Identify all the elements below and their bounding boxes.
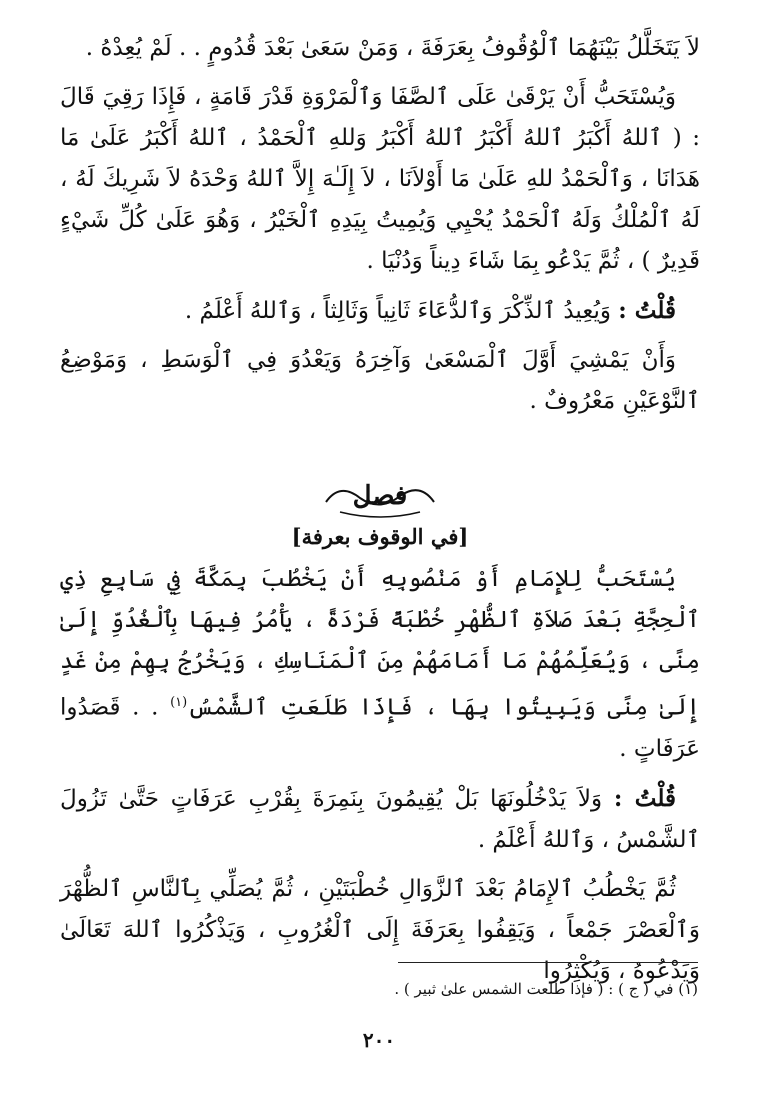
section-ornament bbox=[60, 472, 700, 522]
note-text: وَلاَ يَدْخُلُونَهَا بَلْ يُقِيمُونَ بِنَمِرَةَ بِقُرْبِ عَرَفَاتٍ حَتَّىٰ تَزُولَ ٱلشَّمْسُ ، وَٱللهُ أَعْلَمُ . bbox=[60, 785, 700, 853]
page-body bbox=[60, 28, 700, 1000]
footnote-ref[interactable]: (١) bbox=[170, 695, 188, 710]
paragraph-safa-marwa: وَيُسْتَحَبُّ أَنْ يَرْقَىٰ عَلَى ٱلصَّفَا وَٱلْمَرْوَةِ قَدْرَ قَامَةٍ ، فَإِذَا رَقِيَ قَالَ : ( ٱللهُ أَكْبَرُ ٱللهُ أَكْبَرُ ٱللهُ أَكْبَرُ وَللهِ ٱلْحَمْدُ ، ٱللهُ أَكْبَرُ عَلَىٰ مَا هَدَانَا ، وَٱلْحَمْدُ للهِ عَلَىٰ مَا أَوْلاَنَا ، لاَ إِلَـٰهَ إِلاَّ ٱللهُ وَحْدَهُ لاَ شَرِيكَ لَهُ ، لَهُ ٱلْمُلْكُ وَلَهُ ٱلْحَمْدُ يُحْيِي وَيُمِيتُ بِيَدِهِ ٱلْخَيْرُ ، وَهُوَ عَلَىٰ كُلِّ شَيْءٍ قَدِيرٌ ) ، ثُمَّ يَدْعُو بِمَا شَاءَ دِيناً وَدُنْيَا . bbox=[60, 84, 700, 274]
section-ornament-graphic bbox=[320, 472, 440, 522]
footnote: (١) في ( ج ) : ( فإذا طلعت الشمس علىٰ ثبير ) . bbox=[394, 980, 698, 998]
note-label: قُلْتُ : bbox=[618, 297, 676, 324]
paragraph-continuation: لاَ يَتَخَلَّلُ بَيْنَهُمَا ٱلْوُقُوفُ بِعَرَفَةَ ، وَمَنْ سَعَىٰ بَعْدَ قُدُومٍ . . لَمْ يُعِدْهُ . bbox=[85, 35, 700, 61]
paragraph-khutba bbox=[60, 559, 700, 770]
footnote-divider bbox=[398, 962, 698, 963]
note-text: وَيُعِيدُ ٱلذِّكْرَ وَٱلدُّعَاءَ ثَانِياً وَثَالِثاً ، وَٱللهُ أَعْلَمُ . bbox=[184, 298, 611, 324]
paragraph-zawal: ثُمَّ يَخْطُبُ ٱلإِمَامُ بَعْدَ ٱلزَّوَالِ خُطْبَتَيْنِ ، ثُمَّ يُصَلِّي بِٱلنَّاسِ ٱلظُّهْرَ وَٱلْعَصْرَ جَمْعاً ، وَيَقِفُوا بِعَرَفَةَ إِلَى ٱلْغُرُوبِ ، وَيَذْكُرُوا ٱللهَ تَعَالَىٰ وَيَدْعُوهُ ، وَيُكْثِرُوا bbox=[60, 875, 700, 984]
paragraph-walking: وَأَنْ يَمْشِيَ أَوَّلَ ٱلْمَسْعَىٰ وَآخِرَهُ وَيَعْدُوَ فِي ٱلْوَسَطِ ، وَمَوْضِعُ ٱلنَّوْعَيْنِ مَعْرُوفٌ . bbox=[60, 347, 700, 414]
khutba-text: يُسْتَحَبُّ لِلإِمَامِ أَوْ مَنْصُوبِهِ أَنْ يَخْطُبَ بِمَكَّةَ فِي سَابِعِ ذِي ٱلْحِجَّةِ بَعْدَ صَلاَةِ ٱلظُّهْرِ خُطْبَةً فَرْدَةً ، يَأْمُرُ فِيهَا بِٱلْغُدُوِّ إِلَىٰ مِنًى ، وَيُعَلِّمُهُمْ مَا أَمَامَهُمْ مِنَ ٱلْمَنَاسِكِ ، وَيَخْرُجُ بِهِمْ مِنْ غَدٍ إِلَىٰ مِنًى وَيَبِيتُوا بِهَا ، فَإِذَا طَلَعَتِ ٱلشَّمْسُ bbox=[60, 566, 701, 721]
section-ornament-title: فصل bbox=[352, 481, 408, 511]
section-heading: [في الوقوف بعرفة] bbox=[291, 524, 469, 549]
note-repeat-dhikr bbox=[60, 290, 700, 332]
note-namira bbox=[60, 778, 700, 861]
page-number: ٢٠٠ bbox=[362, 1028, 396, 1052]
note-label: قُلْتُ : bbox=[613, 784, 676, 812]
khutba-text-end: . . قَصَدُوا عَرَفَاتٍ . bbox=[60, 694, 700, 762]
